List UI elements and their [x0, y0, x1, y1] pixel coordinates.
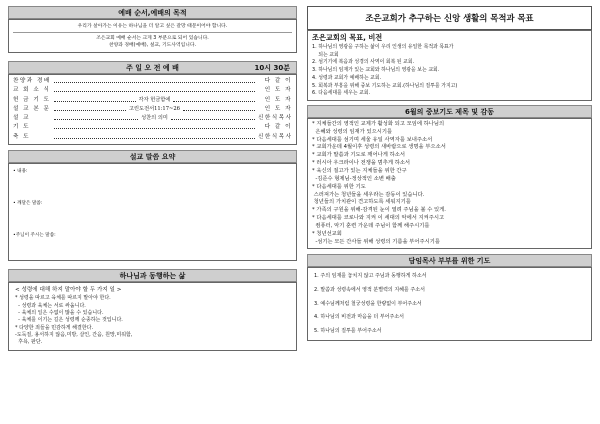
- service-title: 주 일 오 전 예 배: [126, 64, 179, 72]
- service-row: [9, 123, 296, 132]
- prayer-line: * 러시아 우크라이나 전쟁을 멈추게 하소서: [312, 160, 411, 167]
- worship-notice: [8, 19, 297, 53]
- dot-leader: [54, 133, 255, 139]
- service-row-label: 기 도: [13, 124, 31, 131]
- prayer-line: * 다음세대를 위한 기도: [312, 183, 366, 190]
- walk-line: - 육체의 일은 수없이 많을 수 있습니다.: [15, 309, 104, 316]
- walk-line: * 다양한 죄들을 민감하게 해결한다.: [15, 324, 94, 331]
- prayer-line: * 지체들간의 영적인 교제가 활성화 되고 모임에 하나님의: [312, 120, 445, 127]
- service-time: 10시 30분: [254, 64, 290, 72]
- service-row-leader: 인 도 자: [264, 105, 293, 112]
- service-row-content: 각자 헌금함에: [138, 96, 171, 103]
- sermon-summary-box: [8, 163, 297, 261]
- service-row-leader: 다 같 이: [264, 124, 292, 131]
- pastor-prayer-item: 5. 하나님의 질투를 부어주소서: [314, 327, 382, 334]
- service-header: [8, 61, 297, 74]
- service-row-label: 헌 금 기 도: [13, 96, 51, 103]
- service-row-leader: 다 같 이: [264, 78, 292, 84]
- purpose-goal-title: 조은교회의 목표, 비전: [312, 33, 383, 42]
- service-row: [9, 77, 296, 86]
- purpose-item: 5. 회복과 부흥을 위해 중보 기도하는 교회.(하나님의 질투를 가지고): [312, 82, 458, 89]
- prayer-line: 은혜와 성령의 임재가 있으시기를: [312, 128, 393, 135]
- worship-purpose-text: 우리가 살아가는 이유는 하나님을 더 알고 싶은 갈망 때문이어야 합니다.: [13, 23, 292, 33]
- prayer-line: * 청년선교회: [312, 230, 342, 237]
- purpose-item: 3. 하나님의 임재가 있는 교회와 하나님의 영광을 보는 교회.: [312, 67, 440, 74]
- service-row: [9, 96, 296, 105]
- pastor-prayer-box: [307, 267, 592, 341]
- pastor-prayer-item: 1. 주의 임재를 놓치지 않고 주님과 동행하게 하소서: [314, 273, 427, 280]
- pastor-prayer-header: 담임목사 부부를 위한 기도: [307, 254, 592, 267]
- sermon-summary-header: 설교 말씀 요약: [8, 150, 297, 163]
- service-row: [9, 114, 296, 123]
- prayer-line: * 교회가운데 4월이후 성령의 새바람으로 생명을 부으소서: [312, 144, 446, 151]
- content-label: • 내용:: [13, 169, 28, 175]
- walk-title: < 성령에 대해 하지 말아야 할 두 가지 일 >: [15, 287, 122, 294]
- dot-leader: [54, 105, 126, 111]
- service-row-leader: 인 도 자: [264, 87, 292, 94]
- pastor-prayer-item: 2. 말씀과 성령속에서 영적 분별력의 지혜를 주소서: [314, 287, 425, 294]
- walk-line: - 육체를 이기는 길은 성령께 순종하는 것입니다.: [15, 317, 123, 324]
- purpose-item: 2. 섬기기에 복음과 성경의 사역이 회복 된 교회.: [312, 59, 415, 66]
- dot-leader: [183, 105, 255, 111]
- realization-label: • 깨달은 말씀:: [13, 201, 43, 207]
- prayer-line: * 교회가 말씀과 기도로 깨어나게 하소서: [312, 152, 405, 159]
- walk-line: * 성령을 따르고 육체를 따르지 말아야 한다.: [15, 295, 111, 302]
- walk-line: 후욕, 판단.: [15, 339, 43, 346]
- lord-word-label: •주님이 주시는 말씀:: [13, 233, 56, 239]
- service-row-label: 찬양과 경배: [13, 78, 51, 84]
- prayer-line: 스러져가는 청년들을 세우라는 감동이 있습니다.: [312, 191, 425, 198]
- dot-leader: [173, 96, 255, 102]
- prayer-line: 컴퓨터, 악기 훈련 가운데 주님이 함께 해주시기를: [312, 222, 430, 229]
- church-title: 조은교회가 추구하는 신앙 생활의 목적과 목표: [307, 6, 592, 30]
- walk-line: -도둑질, 용서하지 않음,미방, 살인, 간음, 원망,미워함,: [15, 331, 133, 338]
- service-row-content: 성찬의 의미: [141, 115, 168, 122]
- dot-leader: [171, 114, 255, 120]
- dot-leader: [54, 96, 136, 102]
- service-row-leader: 인 도 자: [264, 96, 292, 103]
- purpose-item: 되는 교회: [312, 51, 339, 58]
- service-row-leader: 신한식목사: [258, 115, 293, 122]
- service-row-leader: 신한식목사: [258, 133, 293, 140]
- worship-order-line1: 조은교회 예배 순서는 크게 3 부분으로 되어 있습니다.: [96, 36, 209, 41]
- pastor-prayer-item: 4. 하나님의 비전과 마음을 더 부어주소서: [314, 314, 404, 321]
- prayer-line: * 다음세대를 코로나와 지켜 이 세대의 악에서 지켜주시고: [312, 215, 445, 222]
- prayer-box: [307, 118, 592, 250]
- walk-line: - 성령과 육체는 서로 싸웁니다.: [15, 302, 86, 309]
- pastor-prayer-item: 3. 예수님께처럼 철궁성령을 한량없이 부어주소서: [314, 300, 422, 307]
- dot-leader: [54, 123, 255, 129]
- service-row: [9, 86, 296, 95]
- prayer-line: 청년들의 가치관이 견고하도록 세워지기를: [312, 199, 411, 206]
- service-row-label: 설 교: [13, 115, 31, 122]
- walk-box: [8, 282, 297, 351]
- service-row: [9, 105, 296, 114]
- purpose-item: 6. 다음세대를 세우는 교회.: [312, 90, 371, 97]
- service-row-content: 고린도전서11:17~26: [129, 105, 180, 112]
- dot-leader: [54, 77, 255, 83]
- walk-header: 하나님과 동행하는 삶: [8, 269, 297, 282]
- service-row-label: 축 도: [13, 133, 31, 140]
- prayer-line: * 육신의 질고가 있는 지체들을 위한 간구: [312, 167, 407, 174]
- worship-order-line2: 찬양과 경배(예배), 설교, 기도사역입니다.: [108, 43, 197, 48]
- dot-leader: [54, 86, 255, 92]
- service-row: [9, 133, 296, 142]
- purpose-item: 1. 하나님의 영광을 구하는 삶이 우리 인생의 유일한 목적과 목표가: [312, 44, 454, 50]
- prayer-header: 6월의 중보기도 제목 및 감동: [307, 105, 592, 118]
- service-row-label: 교 회 소 식: [13, 87, 51, 94]
- purpose-item: 4. 성령과 교회가 예배하는 교회.: [312, 74, 382, 81]
- service-order-table: [8, 74, 297, 145]
- prayer-line: * 가족의 구원을 위해-감격된 눈이 열려 주님을 볼 수 있게.: [312, 207, 446, 214]
- prayer-line: -섬기는 모든 간사들 위해 성령의 기름을 부어주시기를: [312, 238, 440, 245]
- prayer-line: * 다음세대를 섬기며 세울 유일 사역자를 보내주소서: [312, 136, 433, 143]
- service-row-label: 설 교 본 문: [13, 105, 51, 112]
- dot-leader: [54, 114, 138, 120]
- left-column: [8, 6, 297, 351]
- right-column: [307, 6, 592, 341]
- worship-order-header: 예배 순서,예배의 목적: [8, 6, 297, 19]
- prayer-line: -김준수 형제님-정상적인 소변 배출: [312, 175, 396, 182]
- purpose-goal-box: [307, 30, 592, 101]
